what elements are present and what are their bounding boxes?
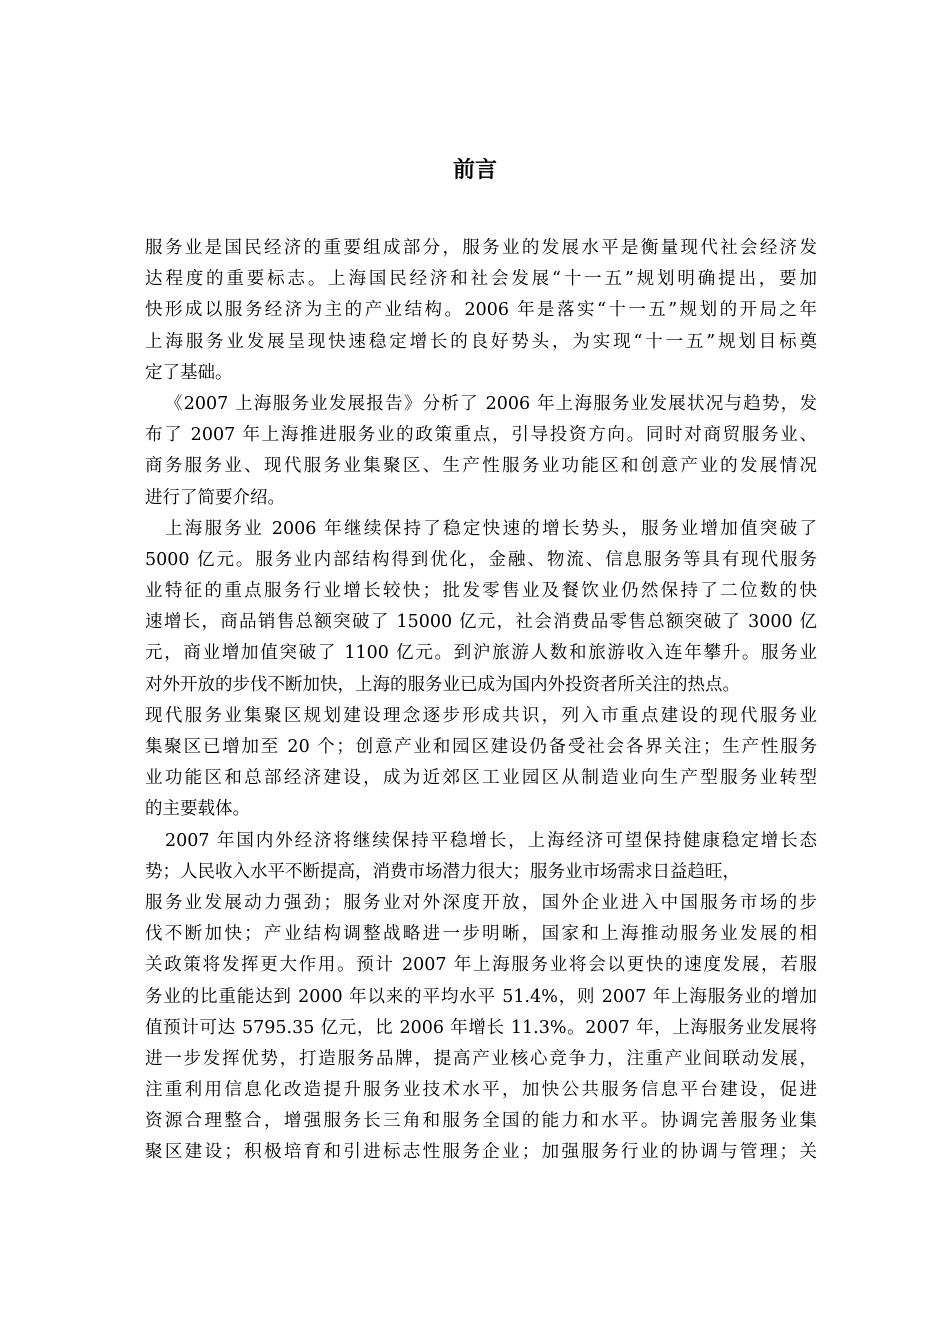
text-line: 业特征的重点服务行业增长较快；批发零售业及餐饮业仍然保持了二位数的快 (145, 581, 817, 602)
text-line: 伐不断加快；产业结构调整战略进一步明晰，国家和上海推动服务业发展的相 (145, 924, 817, 945)
text-line: 服务业发展动力强劲；服务业对外深度开放，国外企业进入中国服务市场的步 (145, 892, 817, 913)
text-line: 《2007 上海服务业发展报告》分析了 2006 年上海服务业发展状况与趋势，发 (165, 393, 817, 414)
text-line: 的主要载体。 (145, 799, 250, 820)
text-line: 服务业是国民经济的重要组成部分，服务业的发展水平是衡量现代社会经济发 (145, 238, 817, 258)
text-line: 元，商业增加值突破了 1100 亿元。到沪旅游人数和旅游收入连年攀升。服务业 (145, 643, 817, 664)
text-line: 快形成以服务经济为主的产业结构。2006 年是落实“十一五”规划的开局之年 (145, 300, 817, 321)
text-line: 2007 年国内外经济将继续保持平稳增长，上海经济可望保持健康稳定增长态 (165, 830, 817, 851)
text-line: 聚区建设；积极培育和引进标志性服务企业；加强服务行业的协调与管理；关 (145, 1142, 817, 1163)
text-line: 对外开放的步伐不断加快，上海的服务业已成为国内外投资者所关注的热点。 (145, 674, 740, 695)
text-line: 注重利用信息化改造提升服务业技术水平，加快公共服务信息平台建设，促进 (145, 1080, 817, 1101)
text-line: 集聚区已增加至 20 个；创意产业和园区建设仍备受社会各界关注；生产性服务 (145, 737, 817, 757)
text-line: 关政策将发挥更大作用。预计 2007 年上海服务业将会以更快的速度发展，若服 (145, 955, 817, 976)
text-line: 务业的比重能达到 2000 年以来的平均水平 51.4%，则 2007 年上海服务业的增加 (145, 986, 817, 1007)
text-line: 5000 亿元。服务业内部结构得到优化，金融、物流、信息服务等具有现代服务 (145, 549, 817, 570)
text-line: 进行了简要介绍。 (145, 487, 285, 508)
text-line: 进一步发挥优势，打造服务品牌，提高产业核心竞争力，注重产业间联动发展， (145, 1048, 817, 1069)
text-line: 商务服务业、现代服务业集聚区、生产性服务业功能区和创意产业的发展情况 (145, 456, 817, 477)
text-line: 势；人民收入水平不断提高，消费市场潜力很大；服务业市场需求日益趋旺， (145, 861, 740, 882)
text-line: 上海服务业 2006 年继续保持了稳定快速的增长势头，服务业增加值突破了 (165, 518, 817, 539)
page-title: 前言 (452, 158, 497, 183)
text-line: 上海服务业发展呈现快速稳定增长的良好势头，为实现“十一五”规划目标奠 (145, 331, 817, 352)
body-text (145, 233, 817, 1169)
text-line: 布了 2007 年上海推进服务业的政策重点，引导投资方向。同时对商贸服务业、 (145, 425, 817, 446)
text-line: 定了基础。 (145, 362, 233, 383)
text-line: 达程度的重要标志。上海国民经济和社会发展“十一五”规划明确提出，要加 (145, 269, 817, 290)
text-line: 资源合理整合，增强服务长三角和服务全国的能力和水平。协调完善服务业集 (145, 1111, 817, 1132)
text-line: 值预计可达 5795.35 亿元，比 2006 年增长 11.3%。2007 年，上海服务业发展将 (145, 1017, 817, 1038)
text-line: 业功能区和总部经济建设，成为近郊区工业园区从制造业向生产型服务业转型 (145, 768, 817, 789)
text-line: 速增长，商品销售总额突破了 15000 亿元，社会消费品零售总额突破了 3000 亿 (145, 612, 817, 633)
text-line: 现代服务业集聚区规划建设理念逐步形成共识，列入市重点建设的现代服务业 (145, 705, 817, 726)
